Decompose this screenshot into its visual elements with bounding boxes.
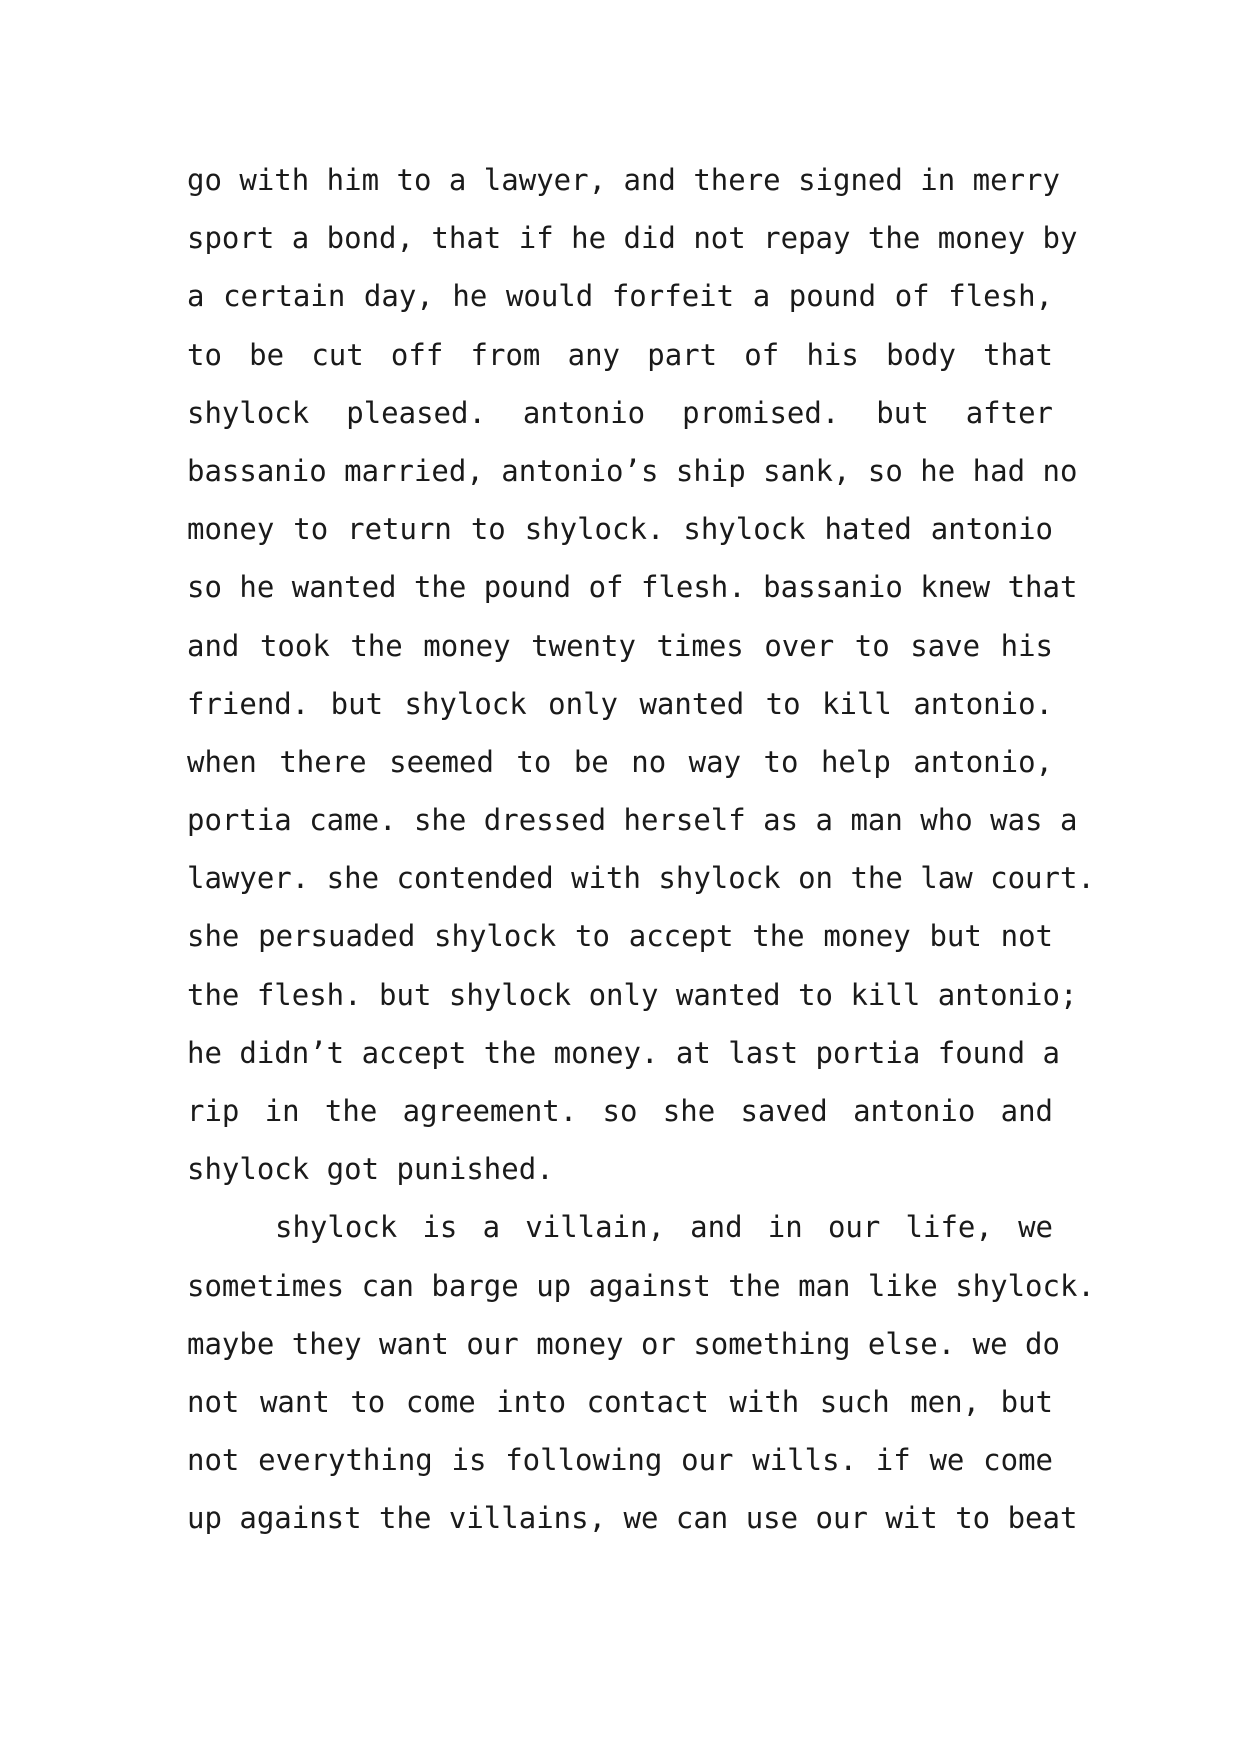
- text-line: he didn’t accept the money. at last portia found a: [187, 1035, 1060, 1070]
- text-line: bassanio married, antonio’s ship sank, so he had no: [187, 453, 1078, 488]
- text-line: sometimes can barge up against the man like shylock.: [187, 1268, 1095, 1303]
- paragraph-last-line: shylock got punished.: [187, 1152, 554, 1187]
- text-line: up against the villains, we can use our wit to beat: [187, 1501, 1078, 1536]
- body-text: [187, 163, 1095, 1560]
- text-line: not everything is following our wills. if we come: [187, 1443, 1053, 1478]
- paragraph-first-line: shylock is a villain, and in our life, we: [275, 1210, 1053, 1245]
- text-line: not want to come into contact with such men, but: [187, 1384, 1053, 1419]
- text-line: money to return to shylock. shylock hated antonio: [187, 512, 1053, 547]
- text-line: maybe they want our money or something else. we do: [187, 1326, 1060, 1361]
- text-line: a certain day, he would forfeit a pound of flesh,: [187, 279, 1053, 314]
- text-line: shylock pleased. antonio promised. but after: [187, 395, 1053, 430]
- text-line: rip in the agreement. so she saved antonio and: [187, 1094, 1053, 1128]
- text-line: when there seemed to be no way to help antonio,: [187, 744, 1053, 779]
- text-line: the flesh. but shylock only wanted to kill antonio;: [187, 977, 1078, 1012]
- text-line: go with him to a lawyer, and there signed in merry: [187, 163, 1060, 197]
- text-line: and took the money twenty times over to save his: [187, 628, 1053, 663]
- text-line: to be cut off from any part of his body that: [187, 337, 1053, 372]
- text-line: portia came. she dressed herself as a man who was a: [187, 803, 1078, 838]
- text-line: friend. but shylock only wanted to kill antonio.: [187, 686, 1053, 721]
- text-line: lawyer. she contended with shylock on the law court.: [187, 861, 1095, 896]
- text-line: sport a bond, that if he did not repay the money by: [187, 221, 1078, 256]
- text-line: she persuaded shylock to accept the money but not: [187, 919, 1053, 954]
- text-line: so he wanted the pound of flesh. bassanio knew that: [187, 570, 1078, 605]
